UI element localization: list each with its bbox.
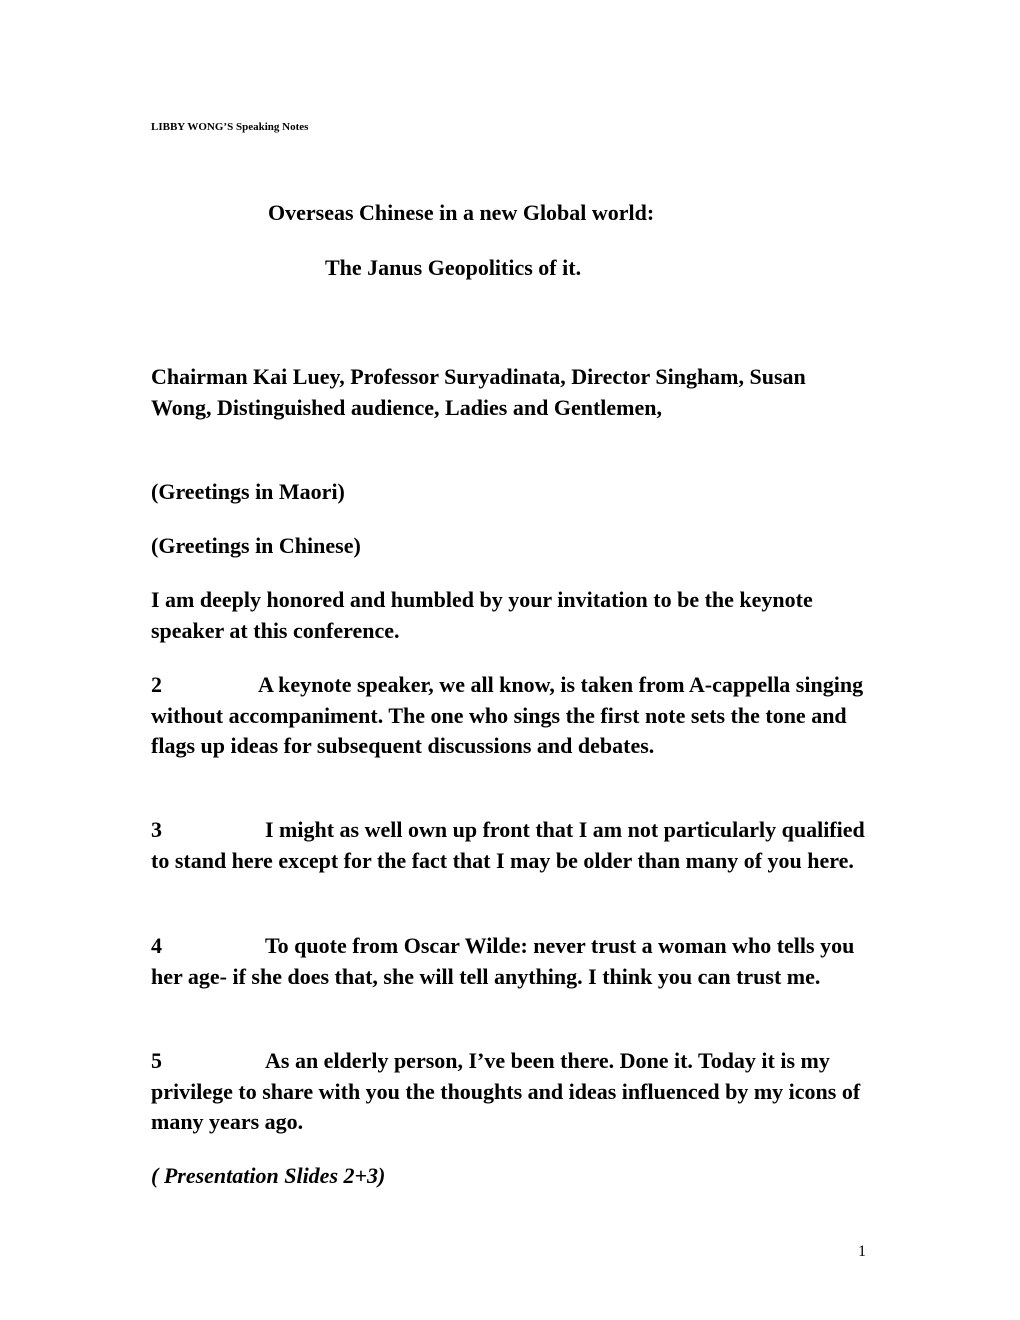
title-line-2: The Janus Geopolitics of it. [325, 255, 582, 280]
honored-paragraph: I am deeply honored and humbled by your invitation to be the keynote speaker at this conference. [151, 587, 813, 643]
title-line-1: Overseas Chinese in a new Global world: [268, 200, 655, 225]
paragraph-number: 5 [151, 1048, 162, 1073]
salutation-paragraph: Chairman Kai Luey, Professor Suryadinata, Director Singham, Susan Wong, Distinguished audience, Ladies and Gentlemen, [151, 364, 806, 420]
paragraph-5 [151, 1046, 871, 1138]
paragraph-text: To quote from Oscar Wilde: never trust a woman who tells you her age- if she does that, she will tell anything. I think you can trust me. [151, 933, 855, 989]
paragraph-number: 4 [151, 933, 162, 958]
greetings-maori: (Greetings in Maori) [151, 479, 345, 504]
paragraph-text: I might as well own up front that I am not particularly qualified to stand here except for the fact that I may be older than many of you here. [151, 817, 865, 873]
paragraph-text: As an elderly person, I’ve been there. Done it. Today it is my privilege to share with you the thoughts and ideas influenced by my icons of many years ago. [151, 1048, 861, 1134]
greetings-chinese: (Greetings in Chinese) [151, 533, 361, 558]
paragraph-text: A keynote speaker, we all know, is taken from A-cappella singing without accompaniment. The one who sings the first note sets the tone and flags up ideas for subsequent discussions and debates. [151, 672, 864, 758]
paragraph-3 [151, 815, 871, 876]
document-header: LIBBY WONG’S Speaking Notes [151, 121, 309, 133]
paragraph-2 [151, 670, 871, 762]
page-number: 1 [858, 1243, 866, 1260]
paragraph-4 [151, 931, 871, 992]
presentation-slides-note: ( Presentation Slides 2+3) [151, 1163, 386, 1188]
paragraph-number: 3 [151, 817, 162, 842]
paragraph-number: 2 [151, 672, 162, 697]
